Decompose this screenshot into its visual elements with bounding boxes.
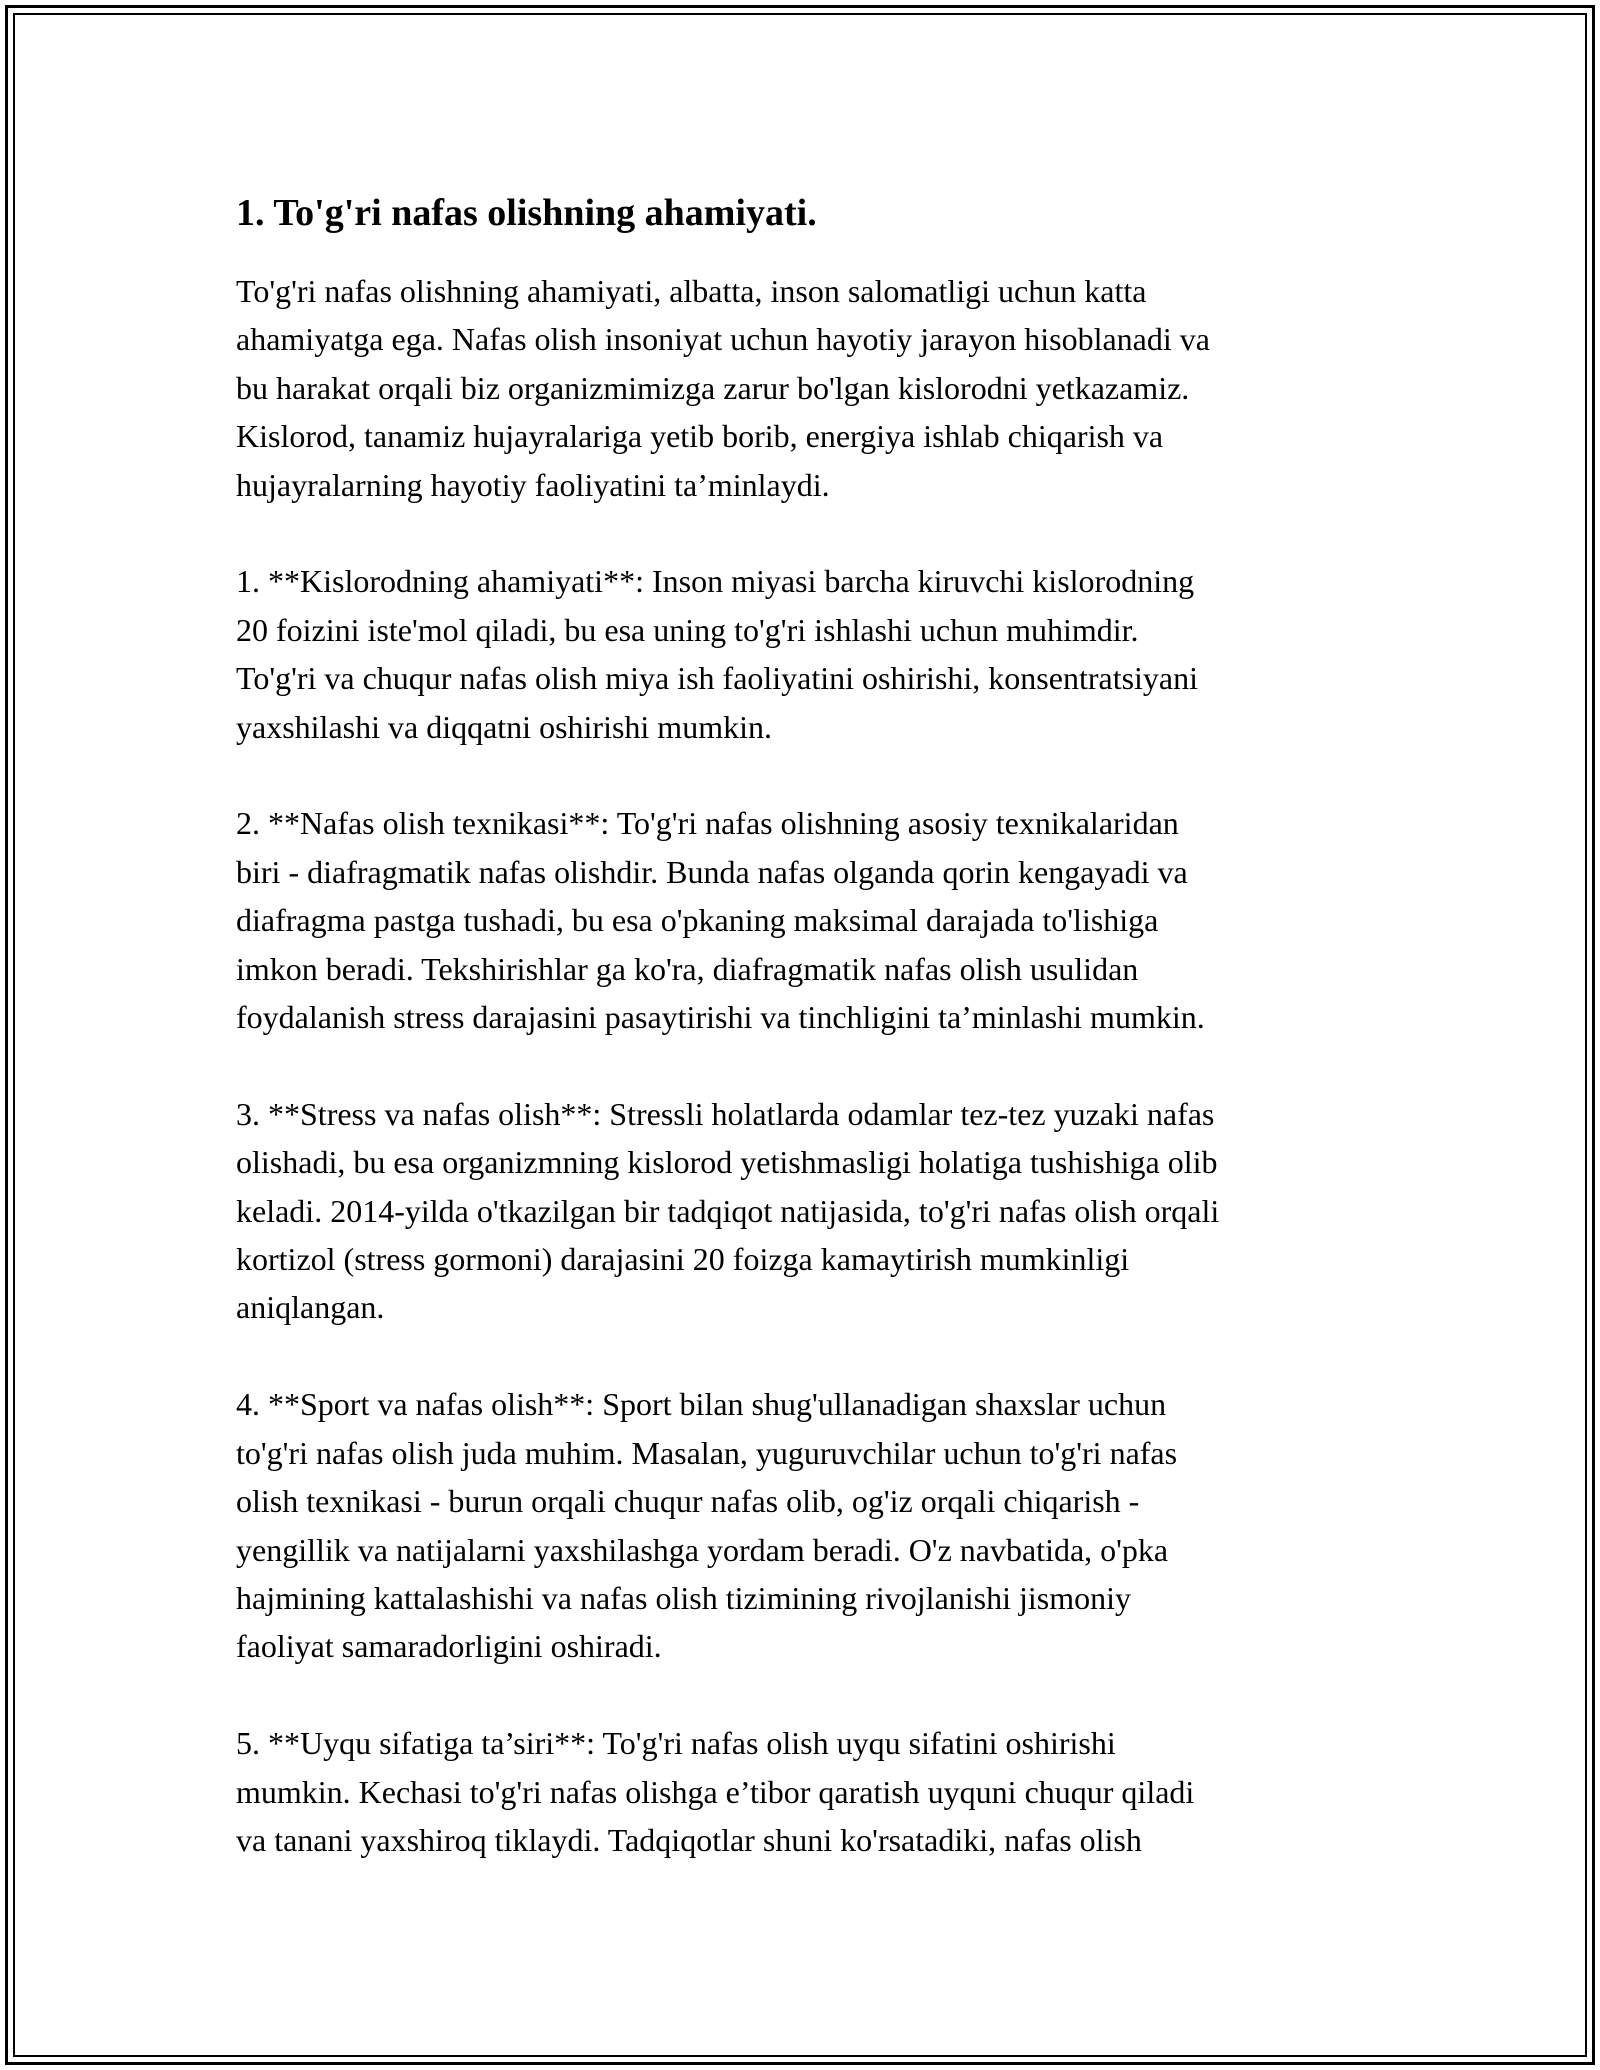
text-line: kortizol (stress gormoni) darajasini 20 foizga kamaytirish mumkinligi: [236, 1241, 1130, 1278]
list-item-sport: [236, 1380, 1376, 1670]
text-line: keladi. 2014-yilda o'tkazilgan bir tadqiqot natijasida, to'g'ri nafas olish orqali: [236, 1192, 1220, 1229]
list-item-sleep: [236, 1719, 1376, 1864]
text-line: 1. **Kislorodning ahamiyati**: Inson miyasi barcha kiruvchi kislorodning: [236, 563, 1195, 600]
text-line: yengillik va natijalarni yaxshilashga yordam beradi. O'z navbatida, o'pka: [236, 1531, 1169, 1568]
list-item-technique: [236, 799, 1376, 1041]
text-line: 5. **Uyqu sifatiga ta’siri**: To'g'ri nafas olish uyqu sifatini oshirishi: [236, 1725, 1116, 1762]
text-line: yaxshilashi va diqqatni oshirishi mumkin.: [236, 708, 772, 745]
text-line: 2. **Nafas olish texnikasi**: To'g'ri nafas olishning asosiy texnikalaridan: [236, 805, 1179, 842]
text-line: bu harakat orqali biz organizmimizga zarur bo'lgan kislorodni yetkazamiz.: [236, 369, 1190, 406]
intro-paragraph: [236, 267, 1376, 509]
document-body: [236, 180, 1376, 1913]
text-line: hujayralarning hayotiy faoliyatini ta’minlaydi.: [236, 466, 830, 503]
text-line: va tanani yaxshiroq tiklaydi. Tadqiqotlar shuni ko'rsatadiki, nafas olish: [236, 1821, 1142, 1858]
section-heading: 1. To'g'ri nafas olishning ahamiyati.: [236, 192, 817, 234]
text-line: olish texnikasi - burun orqali chuqur nafas olib, og'iz orqali chiqarish -: [236, 1483, 1140, 1520]
text-line: faoliyat samaradorligini oshiradi.: [236, 1628, 662, 1665]
text-line: diafragma pastga tushadi, bu esa o'pkaning maksimal darajada to'lishiga: [236, 902, 1159, 939]
text-line: 4. **Sport va nafas olish**: Sport bilan shug'ullanadigan shaxslar uchun: [236, 1386, 1167, 1423]
text-line: 3. **Stress va nafas olish**: Stressli holatlarda odamlar tez-tez yuzaki nafas: [236, 1095, 1215, 1132]
list-item-oxygen: [236, 557, 1376, 751]
text-line: mumkin. Kechasi to'g'ri nafas olishga e’tibor qaratish uyquni chuqur qiladi: [236, 1773, 1195, 1810]
text-line: foydalanish stress darajasini pasaytirishi va tinchligini ta’minlashi mumkin.: [236, 999, 1205, 1036]
text-line: ahamiyatga ega. Nafas olish insoniyat uchun hayotiy jarayon hisoblanadi va: [236, 321, 1210, 358]
text-line: Kislorod, tanamiz hujayralariga yetib borib, energiya ishlab chiqarish va: [236, 418, 1164, 455]
text-line: imkon beradi. Tekshirishlar ga ko'ra, diafragmatik nafas olish usulidan: [236, 950, 1139, 987]
list-item-stress: [236, 1090, 1376, 1332]
text-line: To'g'ri va chuqur nafas olish miya ish faoliyatini oshirishi, konsentratsiyani: [236, 660, 1199, 697]
text-line: 20 foizini iste'mol qiladi, bu esa uning to'g'ri ishlashi uchun muhimdir.: [236, 611, 1139, 648]
text-line: biri - diafragmatik nafas olishdir. Bunda nafas olganda qorin kengayadi va: [236, 853, 1188, 890]
text-line: To'g'ri nafas olishning ahamiyati, albatta, inson salomatligi uchun katta: [236, 273, 1147, 309]
text-line: aniqlangan.: [236, 1289, 385, 1326]
text-line: to'g'ri nafas olish juda muhim. Masalan, yuguruvchilar uchun to'g'ri nafas: [236, 1434, 1178, 1471]
text-line: olishadi, bu esa organizmning kislorod yetishmasligi holatiga tushishiga olib: [236, 1144, 1218, 1181]
text-line: hajmining kattalashishi va nafas olish tizimining rivojlanishi jismoniy: [236, 1579, 1132, 1616]
